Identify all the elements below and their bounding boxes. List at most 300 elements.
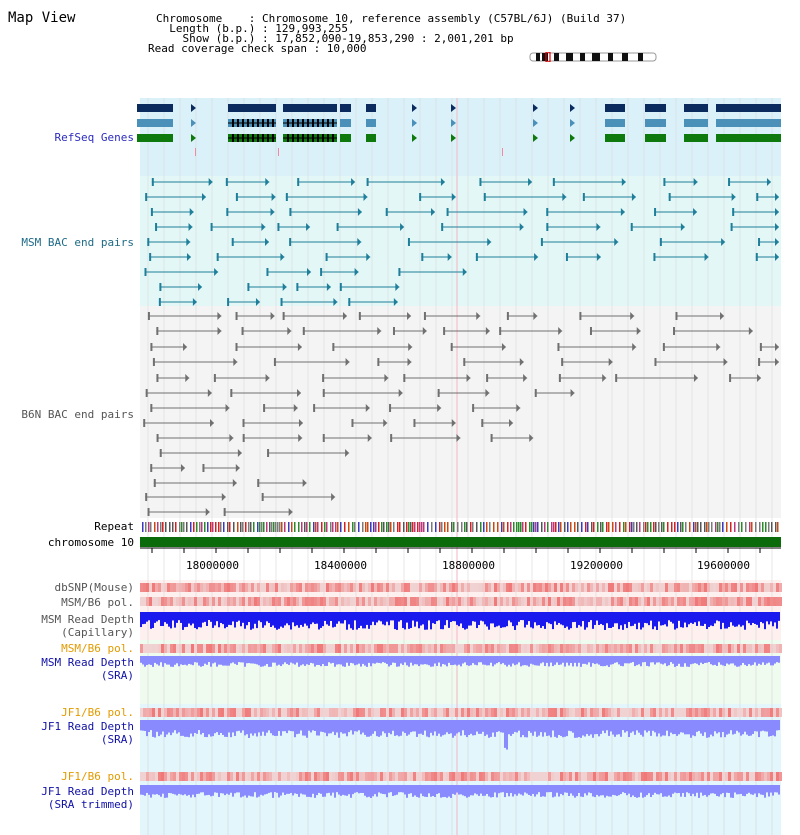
jf1-trimmed-depth-bar [550, 785, 552, 792]
polymorphism-cell [572, 708, 575, 717]
polymorphism-cell [224, 644, 227, 653]
jf1-sra-depth-bar [752, 720, 754, 734]
b6n-bac-pair-end [230, 389, 232, 397]
jf1-sra-depth-bar [252, 720, 254, 736]
b6n-bac-pair-end [413, 419, 415, 427]
polymorphism-cell [755, 708, 758, 717]
msm-bac-pair-end [758, 238, 760, 246]
polymorphism-cell [740, 583, 743, 592]
jf1-trimmed-depth-bar [348, 785, 350, 794]
polymorphism-cell [533, 708, 536, 717]
msm-capillary-depth-bar [466, 612, 468, 629]
jf1-trimmed-depth-bar [438, 785, 440, 793]
polymorphism-cell [353, 708, 356, 717]
jf1-sra-depth-bar [766, 720, 768, 732]
repeat-element [480, 522, 482, 532]
polymorphism-cell [422, 597, 425, 606]
jf1-trimmed-depth-bar [718, 785, 720, 797]
msm-capillary-depth-bar [510, 612, 512, 622]
polymorphism-cell [608, 772, 611, 781]
jf1-trimmed-depth-bar [262, 785, 264, 796]
polymorphism-cell [377, 597, 380, 606]
msm-sra-depth-bar [428, 656, 430, 665]
jf1-sra-depth-bar [524, 720, 526, 737]
polymorphism-cell [371, 597, 374, 606]
jf1-sra-depth-bar [188, 720, 190, 737]
polymorphism-cell [383, 772, 386, 781]
jf1-sra-depth-bar [448, 720, 450, 734]
msm-sra-depth-bar [544, 656, 546, 666]
jf1-sra-depth-bar [496, 720, 498, 732]
polymorphism-cell [404, 583, 407, 592]
polymorphism-cell [386, 772, 389, 781]
polymorphism-cell [674, 644, 677, 653]
jf1-trimmed-depth-bar [316, 785, 318, 795]
jf1-trimmed-depth-bar [702, 785, 704, 796]
polymorphism-cell [317, 583, 320, 592]
polymorphism-cell [674, 583, 677, 592]
msm-capillary-depth-bar [736, 612, 738, 626]
msm-sra-depth-bar [282, 656, 284, 664]
jf1-trimmed-depth-bar [480, 785, 482, 794]
polymorphism-cell [389, 772, 392, 781]
msm-capillary-depth-bar [762, 612, 764, 623]
polymorphism-cell [503, 708, 506, 717]
msm-bac-pair-end [421, 253, 423, 261]
polymorphism-cell [683, 583, 686, 592]
jf1-sra-depth-bar [378, 720, 380, 737]
polymorphism-cell [455, 644, 458, 653]
jf1-trimmed-depth-bar [482, 785, 484, 796]
polymorphism-cell [671, 597, 674, 606]
polymorphism-cell [740, 708, 743, 717]
polymorphism-cell [437, 644, 440, 653]
msm-capillary-depth-bar [502, 612, 504, 627]
polymorphism-cell [254, 597, 257, 606]
msm-capillary-depth-bar [270, 612, 272, 627]
axis-tick-label: 19200000 [570, 559, 623, 572]
jf1-trimmed-depth-bar [248, 785, 250, 796]
msm-depth-capillary-label: MSM Read Depth [41, 613, 134, 626]
jf1-trimmed-depth-bar [310, 785, 312, 797]
msm-sra-depth-bar [424, 656, 426, 664]
polymorphism-cell [317, 644, 320, 653]
polymorphism-cell [341, 597, 344, 606]
polymorphism-cell [542, 644, 545, 653]
polymorphism-cell [776, 583, 779, 592]
msm-sra-depth-bar [170, 656, 172, 667]
polymorphism-cell [182, 597, 185, 606]
polymorphism-cell [695, 772, 698, 781]
polymorphism-cell [200, 708, 203, 717]
jf1-trimmed-depth-bar [768, 785, 770, 797]
msm-capillary-depth-bar [378, 612, 380, 620]
polymorphism-cell [395, 583, 398, 592]
polymorphism-cell [563, 772, 566, 781]
polymorphism-cell [458, 583, 461, 592]
polymorphism-cell [668, 772, 671, 781]
jf1-sra-depth-bar [728, 720, 730, 734]
msm-sra-depth-bar [546, 656, 548, 663]
jf1-sra-depth-bar [366, 720, 368, 737]
jf1-sra-depth-bar [484, 720, 486, 736]
polymorphism-cell [206, 597, 209, 606]
msm-capillary-depth-bar [610, 612, 612, 628]
polymorphism-cell [704, 583, 707, 592]
polymorphism-cell [584, 597, 587, 606]
polymorphism-cell [737, 597, 740, 606]
polymorphism-cell [746, 644, 749, 653]
repeat-element [354, 522, 356, 532]
polymorphism-cell [611, 583, 614, 592]
msm-capillary-depth-bar [516, 612, 518, 625]
polymorphism-cell [731, 772, 734, 781]
jf1-trimmed-depth-bar [608, 785, 610, 796]
msm-bac-pair-end [654, 208, 656, 216]
jf1-trimmed-depth-bar [200, 785, 202, 792]
polymorphism-cell [413, 644, 416, 653]
polymorphism-cell [776, 772, 779, 781]
jf1-sra-depth-bar [510, 720, 512, 736]
repeat-element [324, 522, 326, 532]
msm-capillary-depth-bar [248, 612, 250, 622]
jf1-sra-depth-bar [402, 720, 404, 732]
refseq-exon [232, 119, 234, 127]
polymorphism-cell [428, 644, 431, 653]
polymorphism-cell [200, 772, 203, 781]
polymorphism-cell [407, 772, 410, 781]
polymorphism-cell [722, 597, 725, 606]
polymorphism-cell [707, 708, 710, 717]
jf1-trimmed-depth-bar [642, 785, 644, 798]
refseq-gene-block [340, 104, 351, 112]
jf1-trimmed-depth-bar [312, 785, 314, 794]
polymorphism-cell [488, 597, 491, 606]
polymorphism-cell [626, 583, 629, 592]
polymorphism-cell [668, 597, 671, 606]
repeat-element [212, 522, 214, 532]
polymorphism-cell [476, 644, 479, 653]
polymorphism-cell [221, 708, 224, 717]
polymorphism-cell [713, 583, 716, 592]
msm-capillary-depth-bar [692, 612, 694, 624]
jf1-trimmed-depth-bar [746, 785, 748, 794]
jf1-trimmed-depth-bar [376, 785, 378, 797]
polymorphism-cell [494, 708, 497, 717]
polymorphism-cell [635, 772, 638, 781]
repeat-element [447, 522, 449, 532]
jf1-trimmed-depth-bar [302, 785, 304, 794]
jf1-trimmed-depth-bar [504, 785, 506, 797]
b6n-bac-pair-end [377, 358, 379, 366]
repeat-element [591, 522, 593, 532]
polymorphism-cell [650, 708, 653, 717]
repeat-element [537, 522, 539, 532]
repeat-element [271, 522, 273, 532]
polymorphism-cell [764, 708, 767, 717]
msm-capillary-depth-bar [588, 612, 590, 622]
msm-sra-depth-bar [666, 656, 668, 666]
jf1-sra-depth-bar [460, 720, 462, 736]
polymorphism-cell [716, 708, 719, 717]
msm-bac-pair-end [296, 283, 298, 291]
polymorphism-cell [278, 644, 281, 653]
msm-capillary-depth-bar [756, 612, 758, 625]
polymorphism-cell [773, 583, 776, 592]
msm-sra-depth-bar [732, 656, 734, 663]
polymorphism-cell [632, 772, 635, 781]
msm-bac-pair-end [386, 208, 388, 216]
polymorphism-cell [611, 597, 614, 606]
jf1-sra-depth-bar [412, 720, 414, 731]
jf1-trimmed-depth-bar [338, 785, 340, 795]
polymorphism-cell [350, 583, 353, 592]
polymorphism-cell [698, 772, 701, 781]
msm-sra-depth-bar [258, 656, 260, 665]
msm-sra-depth-bar [148, 656, 150, 664]
polymorphism-cell [623, 644, 626, 653]
polymorphism-cell [428, 772, 431, 781]
msm-sra-depth-bar [778, 656, 780, 663]
polymorphism-cell [551, 597, 554, 606]
polymorphism-cell [323, 583, 326, 592]
jf1-sra-depth-bar [148, 720, 150, 732]
msm-capillary-depth-bar [526, 612, 528, 625]
jf1-sra-depth-bar [244, 720, 246, 735]
polymorphism-cell [617, 644, 620, 653]
repeat-element [291, 522, 293, 532]
polymorphism-cell [458, 597, 461, 606]
polymorphism-cell [380, 708, 383, 717]
msm-depth-capillary-sub: (Capillary) [61, 626, 134, 639]
polymorphism-cell [317, 772, 320, 781]
jf1-sra-depth-bar [336, 720, 338, 732]
polymorphism-cell [446, 708, 449, 717]
msm-capillary-depth-bar [170, 612, 172, 628]
polymorphism-cell [608, 708, 611, 717]
polymorphism-cell [740, 772, 743, 781]
jf1-trimmed-depth-bar [274, 785, 276, 792]
jf1-sra-depth-bar [472, 720, 474, 735]
jf1-trimmed-depth-bar [732, 785, 734, 798]
repeat-element [497, 522, 499, 532]
repeat-element [602, 522, 604, 532]
polymorphism-cell [380, 772, 383, 781]
msm-sra-depth-bar [644, 656, 646, 662]
msm-capillary-depth-bar [636, 612, 638, 629]
refseq-exon [287, 134, 289, 142]
polymorphism-cell [689, 644, 692, 653]
msm-capillary-depth-bar [382, 612, 384, 624]
repeat-element [362, 522, 364, 532]
msm-sra-depth-bar [236, 656, 238, 665]
jf1-sra-depth-bar [440, 720, 442, 737]
msm-capillary-depth-bar [748, 612, 750, 623]
jf1-sra-depth-bar [194, 720, 196, 733]
polymorphism-cell [548, 644, 551, 653]
repeat-element [403, 522, 405, 532]
polymorphism-cell [656, 644, 659, 653]
msm-sra-depth-bar [336, 656, 338, 665]
polymorphism-cell [662, 597, 665, 606]
msm-capillary-depth-bar [484, 612, 486, 624]
jf1-trimmed-depth-bar [294, 785, 296, 793]
msm-capillary-depth-bar [196, 612, 198, 629]
jf1-trimmed-depth-bar [764, 785, 766, 798]
jf1-trimmed-depth-bar [244, 785, 246, 795]
msm-sra-depth-bar [540, 656, 542, 663]
polymorphism-cell [440, 708, 443, 717]
jf1-sra-depth-bar [370, 720, 372, 736]
msm-capillary-depth-bar [214, 612, 216, 625]
polymorphism-cell [281, 644, 284, 653]
msm-capillary-depth-bar [506, 612, 508, 626]
msm-sra-depth-bar [264, 656, 266, 666]
jf1-trimmed-depth-bar [582, 785, 584, 797]
polymorphism-cell [503, 772, 506, 781]
repeat-element [186, 522, 188, 532]
jf1-sra-depth-bar [326, 720, 328, 736]
msm-capillary-depth-bar [678, 612, 680, 621]
msm-capillary-depth-bar [440, 612, 442, 629]
jf1-sra-depth-bar [202, 720, 204, 733]
polymorphism-cell [467, 708, 470, 717]
msm-capillary-depth-bar [312, 612, 314, 622]
polymorphism-cell [320, 597, 323, 606]
repeat-element [335, 522, 337, 532]
polymorphism-cell [146, 597, 149, 606]
polymorphism-cell [737, 772, 740, 781]
msm-bac-pair-end [566, 253, 568, 261]
msm-capillary-depth-bar [634, 612, 636, 624]
polymorphism-cell [458, 708, 461, 717]
msm-bac-pair-end [732, 208, 734, 216]
polymorphism-cell [659, 583, 662, 592]
msm-capillary-depth-bar [404, 612, 406, 629]
polymorphism-cell [548, 583, 551, 592]
refseq-exon [272, 119, 274, 127]
jf1-trimmed-depth-bar [168, 785, 170, 793]
msm-capillary-depth-bar [238, 612, 240, 621]
jf1-sra-depth-bar [228, 720, 230, 732]
msm-sra-depth-bar [662, 656, 664, 664]
polymorphism-cell [545, 772, 548, 781]
polymorphism-cell [713, 772, 716, 781]
polymorphism-cell [185, 644, 188, 653]
msm-sra-depth-bar [598, 656, 600, 665]
repeat-element [553, 522, 555, 532]
msm-sra-depth-bar [744, 656, 746, 665]
jf1-trimmed-depth-bar [742, 785, 744, 796]
polymorphism-cell [329, 597, 332, 606]
polymorphism-cell [506, 644, 509, 653]
msm-capillary-depth-bar [648, 612, 650, 625]
msm-sra-depth-bar [768, 656, 770, 663]
refseq-genes-label: RefSeq Genes [54, 131, 134, 144]
polymorphism-cell [770, 772, 773, 781]
polymorphism-cell [494, 583, 497, 592]
jf1-sra-depth-bar [218, 720, 220, 735]
polymorphism-cell [194, 772, 197, 781]
polymorphism-cell [608, 597, 611, 606]
repeat-element [726, 522, 728, 532]
jf1-trimmed-depth-bar [298, 785, 300, 797]
msm-capillary-depth-bar [538, 612, 540, 625]
polymorphism-cell [398, 644, 401, 653]
msm-capillary-depth-bar [672, 612, 674, 624]
polymorphism-cell [743, 708, 746, 717]
jf1-trimmed-depth-bar [678, 785, 680, 793]
polymorphism-cell [356, 597, 359, 606]
jf1-trimmed-depth-bar [584, 785, 586, 793]
msm-sra-depth-bar [456, 656, 458, 666]
jf1-sra-depth-bar [464, 720, 466, 735]
msm-sra-depth-bar [748, 656, 750, 664]
polymorphism-cell [683, 597, 686, 606]
polymorphism-cell [560, 708, 563, 717]
msm-capillary-depth-bar [474, 612, 476, 622]
polymorphism-cell [575, 772, 578, 781]
msm-capillary-depth-bar [670, 612, 672, 622]
polymorphism-cell [419, 772, 422, 781]
repeat-element [275, 522, 277, 532]
msm-capillary-depth-bar [276, 612, 278, 630]
polymorphism-cell [362, 644, 365, 653]
polymorphism-cell [446, 597, 449, 606]
polymorphism-cell [593, 583, 596, 592]
refseq-gene-block [137, 119, 173, 127]
msm-capillary-depth-bar [486, 612, 488, 626]
jf1-trimmed-depth-bar [404, 785, 406, 794]
msm-capillary-depth-bar [488, 612, 490, 630]
repeat-element [406, 522, 408, 532]
polymorphism-cell [512, 644, 515, 653]
jf1-sra-depth-bar [588, 720, 590, 736]
polymorphism-cell [644, 583, 647, 592]
jf1-trimmed-depth-bar [164, 785, 166, 798]
jf1-trimmed-depth-bar [400, 785, 402, 792]
jf1-sra-depth-bar [348, 720, 350, 732]
jf1-sra-depth-bar [670, 720, 672, 733]
polymorphism-cell [662, 708, 665, 717]
repeat-element [263, 522, 265, 532]
jf1-sra-depth-bar [696, 720, 698, 732]
polymorphism-cell [335, 708, 338, 717]
msm-capillary-depth-bar [724, 612, 726, 629]
jf1-trimmed-depth-bar [720, 785, 722, 794]
msm-capillary-depth-bar [394, 612, 396, 629]
msm-capillary-depth-bar [518, 612, 520, 622]
polymorphism-cell [638, 644, 641, 653]
jf1-sra-depth-bar [288, 720, 290, 731]
polymorphism-cell [749, 583, 752, 592]
msm-sra-depth-bar [368, 656, 370, 663]
repeat-element [775, 522, 777, 532]
polymorphism-cell [530, 644, 533, 653]
jf1-trimmed-depth-bar [202, 785, 204, 792]
jf1-trimmed-depth-bar [416, 785, 418, 797]
msm-capillary-depth-bar [146, 612, 148, 622]
polymorphism-cell [446, 772, 449, 781]
polymorphism-cell [740, 597, 743, 606]
polymorphism-cell [548, 597, 551, 606]
msm-bac-pair-end [756, 253, 758, 261]
repeat-label: Repeat [94, 520, 134, 533]
jf1-trimmed-depth-bar [198, 785, 200, 794]
polymorphism-cell [281, 708, 284, 717]
repeat-element [352, 522, 354, 532]
msm-capillary-depth-bar [536, 612, 538, 625]
